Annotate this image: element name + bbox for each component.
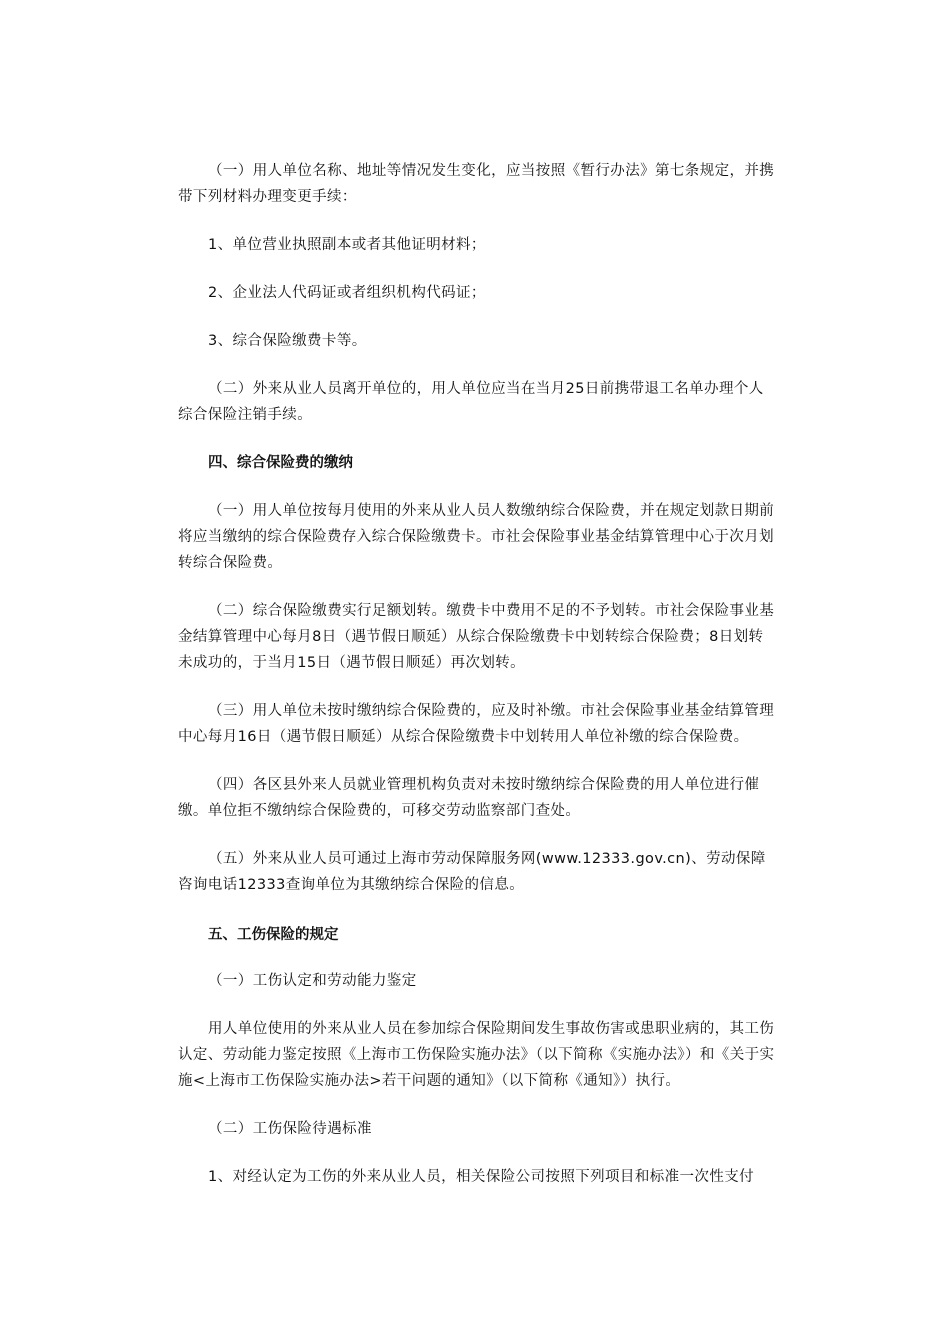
subheading-injury-identification: （一）工伤认定和劳动能力鉴定: [208, 973, 417, 989]
document-body: [178, 158, 778, 1190]
paragraph-cancellation: （二）外来从业人员离开单位的，用人单位应当在当月25日前携带退工名单办理个人综合保险注销手续。: [178, 381, 764, 423]
paragraph-payment-1: （一）用人单位按每月使用的外来从业人员人数缴纳综合保险费，并在规定划款日期前将应当缴纳的综合保险费存入综合保险缴费卡。市社会保险事业基金结算管理中心于次月划转综合保险费。: [178, 503, 775, 571]
paragraph-payment-2: （二）综合保险缴费实行足额划转。缴费卡中费用不足的不予划转。市社会保险事业基金结算管理中心每月8日（遇节假日顺延）从综合保险缴费卡中划转综合保险费；8日划转未成功的，于当月15日（遇节假日顺延）再次划转。: [178, 603, 775, 671]
paragraph-payment-4: （四）各区县外来人员就业管理机构负责对未按时缴纳综合保险费的用人单位进行催缴。单位拒不缴纳综合保险费的，可移交劳动监察部门查处。: [178, 777, 760, 819]
list-item-payment-card: 3、综合保险缴费卡等。: [208, 333, 367, 349]
paragraph-injury-benefits-1: 1、对经认定为工伤的外来从业人员，相关保险公司按照下列项目和标准一次性支付: [208, 1169, 755, 1185]
list-item-business-license: 1、单位营业执照副本或者其他证明材料；: [208, 237, 486, 253]
list-item-organization-code: 2、企业法人代码证或者组织机构代码证；: [208, 285, 486, 301]
subheading-injury-benefits: （二）工伤保险待遇标准: [208, 1121, 372, 1137]
section-heading-payment: 四、综合保险费的缴纳: [208, 455, 353, 471]
section-heading-work-injury: 五、工伤保险的规定: [208, 927, 339, 943]
paragraph-injury-identification: 用人单位使用的外来从业人员在参加综合保险期间发生事故伤害或患职业病的，其工伤认定、劳动能力鉴定按照《上海市工伤保险实施办法》（以下简称《实施办法》）和《关于实施<上海市工伤保险实施办法>若干问题的通知》（以下简称《通知》）执行。: [178, 1021, 775, 1089]
paragraph-payment-5: （五）外来从业人员可通过上海市劳动保障服务网(www.12333.gov.cn)、劳动保障咨询电话12333查询单位为其缴纳综合保险的信息。: [178, 851, 766, 893]
paragraph-payment-3: （三）用人单位未按时缴纳综合保险费的，应及时补缴。市社会保险事业基金结算管理中心每月16日（遇节假日顺延）从综合保险缴费卡中划转用人单位补缴的综合保险费。: [178, 703, 775, 745]
paragraph-change-procedure: （一）用人单位名称、地址等情况发生变化，应当按照《暂行办法》第七条规定，并携带下列材料办理变更手续：: [178, 163, 775, 205]
